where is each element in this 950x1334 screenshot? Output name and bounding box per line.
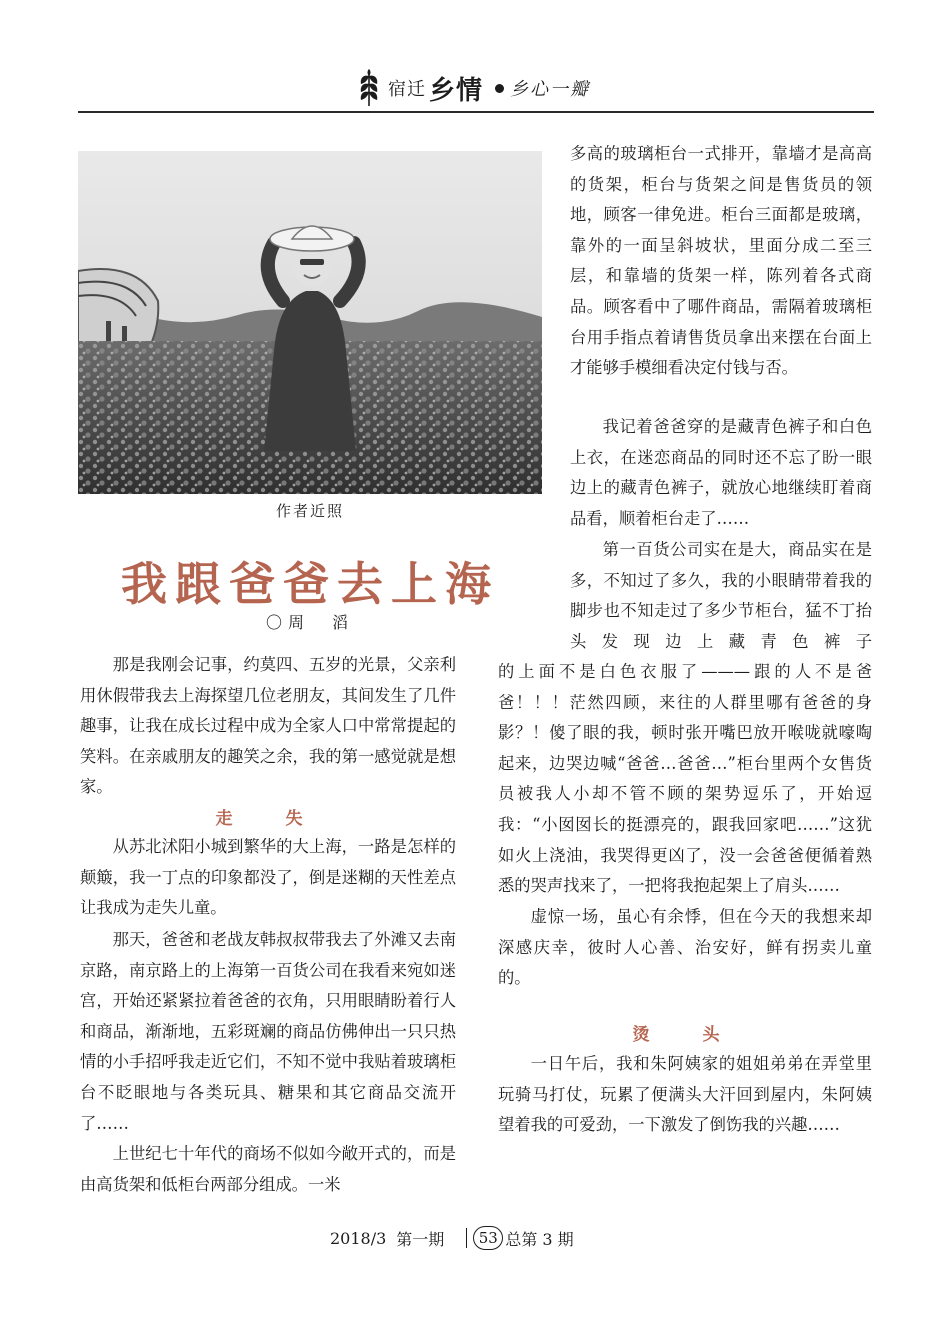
paragraph: 上世纪七十年代的商场不似如今敞开式的，而是由高货架和低柜台两部分组成。一米 bbox=[80, 1144, 456, 1194]
article-title: 我跟爸爸去上海 bbox=[121, 557, 499, 611]
header-rule bbox=[78, 111, 874, 113]
intro-paragraph: 那是我刚会记事，约莫四、五岁的光景，父亲利用休假带我去上海探望几位老朋友，其间发生了几件趣事，让我在成长过程中成为全家人口中常常提起的笑料。在亲戚朋友的趣笑之余，我的第一感觉就是想家。 bbox=[80, 655, 456, 797]
page-number: 53 bbox=[473, 1226, 503, 1250]
author-photo bbox=[78, 151, 542, 494]
header-section: 乡心一瓣 bbox=[510, 79, 591, 100]
paragraph: 那天，爸爸和老战友韩叔叔带我去了外滩又去南京路，南京路上的上海第一百货公司在我看来宛如迷宫，开始还紧紧拉着爸爸的衣角，只用眼睛盼着行人和商品，渐渐地，五彩斑斓的商品仿佛伸出一只只热情的小手招呼我走近它们，不知不觉中我贴着玻璃柜台不眨眼地与各类玩具、糖果和其它商品交流开了…… bbox=[80, 930, 456, 1133]
issue-label: 第一期 bbox=[396, 1229, 445, 1249]
paragraph: 第一百货公司实在是大，商品实在是多，不知过了多久，我的小眼睛带着我的脚步也不知走过了多少节柜台，猛不丁抬头发现边上藏青色裤子 bbox=[570, 540, 872, 651]
magazine-header bbox=[356, 66, 590, 110]
section-heading-lost: 走 失 bbox=[215, 809, 321, 829]
paragraph: 虚惊一场，虽心有余悸，但在今天的我想来却深感庆幸，彼时人心善、治安好，鲜有拐卖儿童的。 bbox=[498, 907, 872, 988]
header-bullet bbox=[495, 84, 504, 93]
photo-caption: 作者近照 bbox=[275, 502, 344, 520]
paragraph: 从苏北沭阳小城到繁华的大上海，一路是怎样的颠簸，我一丁点的印象都没了，倒是迷糊的天性差点让我成为走失儿童。 bbox=[80, 837, 456, 918]
article-author: 〇周 滔 bbox=[265, 613, 354, 632]
paragraph: 多高的玻璃柜台一式排开，靠墙才是高高的货架，柜台与货架之间是售货员的领地，顾客一律免进。柜台三面都是玻璃，靠外的一面呈斜坡状，里面分成二至三层，和靠墙的货架一样，陈列着各式商品。顾客看中了哪件商品，需隔着玻璃柜台用手指点着请售货员拿出来摆在台面上才能够手模细看决定付钱与否。 bbox=[570, 144, 872, 378]
page-footer bbox=[330, 1224, 574, 1252]
header-brand-small: 宿迁 bbox=[388, 79, 426, 100]
paragraph: 我记着爸爸穿的是藏青色裤子和白色上衣，在迷恋商品的同时还不忘了盼一眼边上的藏青色裤子，就放心地继续盯着商品看，顺着柜台走了…… bbox=[570, 417, 872, 528]
total-issue: 总第 3 期 bbox=[505, 1229, 574, 1249]
issue-date: 2018/3 bbox=[330, 1228, 387, 1248]
wheat-icon bbox=[356, 68, 382, 108]
footer-divider bbox=[466, 1228, 467, 1248]
section-heading-perm: 烫 头 bbox=[632, 1025, 738, 1045]
paragraph: 的上面不是白色衣服了———跟的人不是爸爸！！！茫然四顾，来往的人群里哪有爸爸的身影？！傻了眼的我，顿时张开嘴巴放开喉咙就嚎啕起来，边哭边喊“爸爸…爸爸…”柜台里两个女售货员被我人小却不管不顾的架势逗乐了，开始逗我：“小囡囡长的挺漂亮的，跟我回家吧……”这犹如火上浇油，我哭得更凶了，没一会爸爸便循着熟悉的哭声找来了，一把将我抱起架上了肩头…… bbox=[498, 662, 872, 896]
paragraph: 一日午后，我和朱阿姨家的姐姐弟弟在弄堂里玩骑马打仗，玩累了便满头大汗回到屋内，朱阿姨望着我的可爱劲，一下激发了倒饬我的兴趣…… bbox=[498, 1054, 872, 1135]
header-brand: 乡情 bbox=[429, 75, 484, 106]
